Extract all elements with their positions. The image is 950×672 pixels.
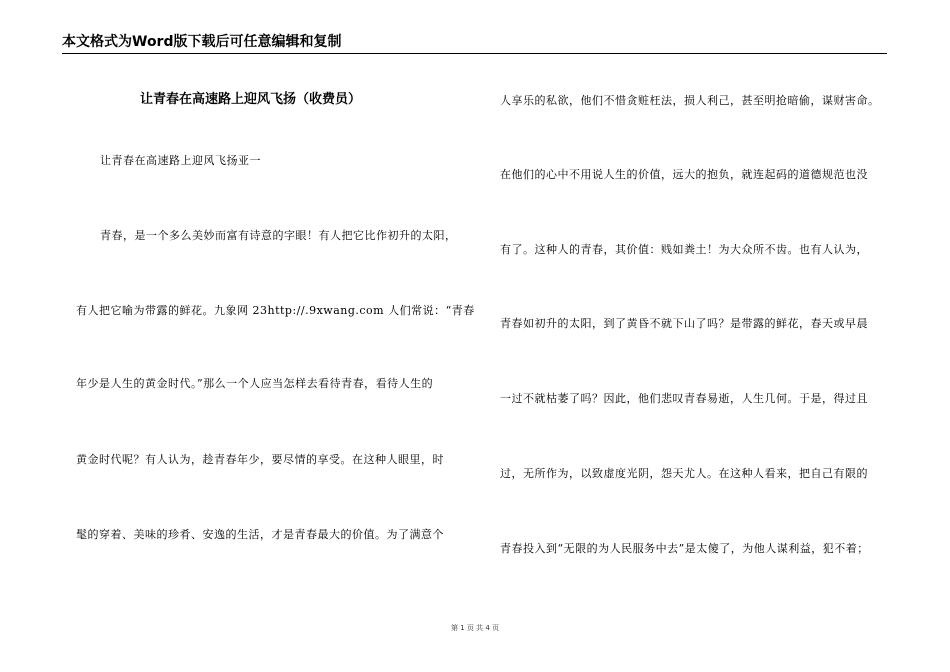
right-line-1: 人享乐的私欲，他们不惜贪赃枉法，损人利己，甚至明抢暗偷，谋财害命。 (500, 94, 880, 107)
left-line-4: 年少是人生的黄金时代。”那么一个人应当怎样去看待青春，看待人生的 (76, 377, 434, 390)
left-line-6: 髦的穿着、美味的珍肴、安逸的生活，才是青春最大的价值。为了满意个 (76, 528, 444, 541)
right-line-4: 青春如初升的太阳，到了黄昏不就下山了吗？是带露的鲜花，春天或早晨 (500, 317, 868, 330)
page-number: 第 1 页 共 4 页 (450, 624, 500, 632)
left-line-5: 黄金时代呢？有人认为，趁青春年少，要尽情的享受。在这种人眼里，时 (76, 453, 444, 466)
right-line-5: 一过不就枯萎了吗？因此，他们悲叹青春易逝，人生几何。于是，得过且 (500, 392, 868, 405)
right-line-3: 有了。这种人的青春，其价值：贱如粪土！为大众所不齿。也有人认为， (500, 243, 868, 256)
right-line-2: 在他们的心中不用说人生的价值，远大的抱负，就连起码的道德规范也没 (500, 168, 868, 181)
left-line-3: 有人把它喻为带露的鲜花。九象网 23http://.9xwang.com 人们常说：“青春 (76, 304, 475, 317)
header-text: 本文格式为Word版下载后可任意编辑和复制 (62, 34, 342, 50)
right-line-6: 过，无所作为，以致虚度光阴，怨天尤人。在这种人看来，把自己有限的 (500, 467, 868, 480)
right-line-7: 青春投入到“无限的为人民服务中去”是太傻了，为他人谋利益，犯不着； (500, 542, 869, 555)
left-line-2: 青春，是一个多么美妙而富有诗意的字眼！有人把它比作初升的太阳， (100, 229, 457, 242)
document-title: 让青春在高速路上迎风飞扬（收费员） (140, 92, 362, 107)
page-header (62, 33, 887, 54)
left-line-1: 让青春在高速路上迎风飞扬亚一 (100, 154, 261, 167)
